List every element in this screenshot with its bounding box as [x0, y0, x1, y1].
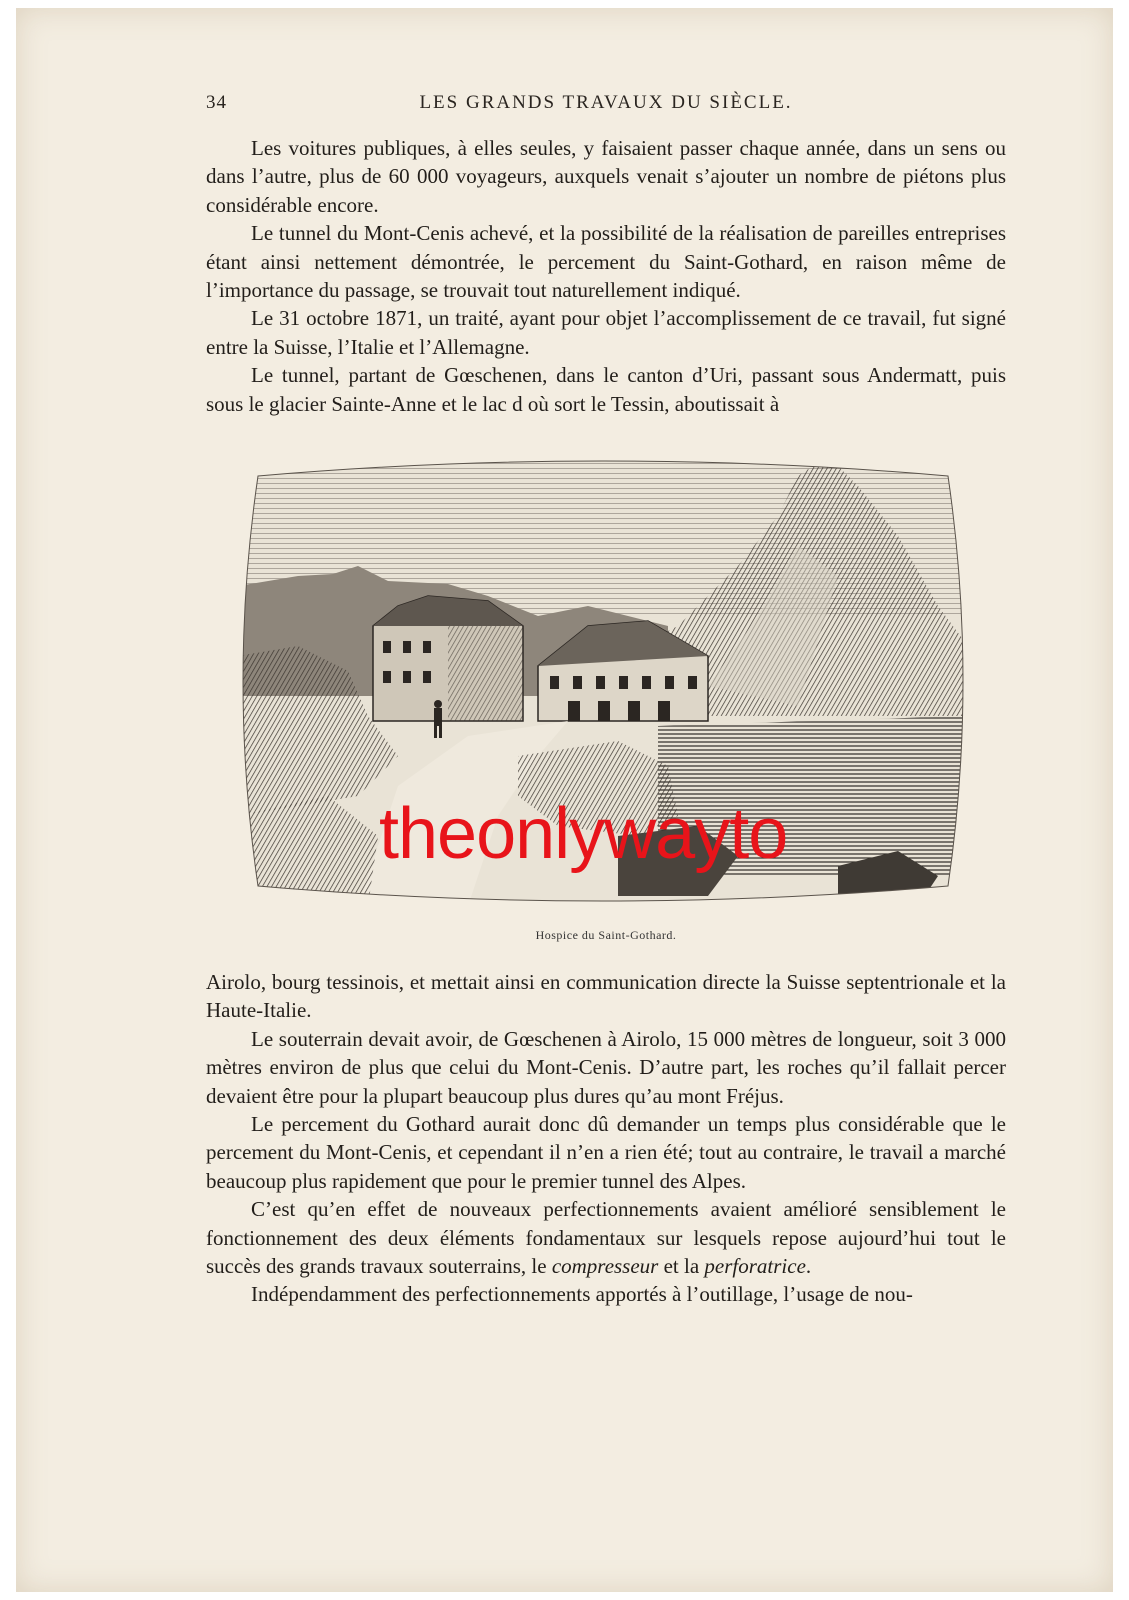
paragraph: Le percement du Gothard aurait donc dû demander un temps plus considérable que le percement du Mont-Cenis, et cependant il n’en a rien été; tout au contraire, le travail a marché beaucoup plus rapidement que pour le premier tunnel des Alpes. [206, 1112, 1006, 1193]
page-header [206, 92, 1006, 122]
paragraph-text: . [805, 1254, 812, 1279]
book-page [16, 8, 1113, 1592]
paragraph-text: et la [658, 1254, 705, 1279]
paragraph: Le tunnel du Mont-Cenis achevé, et la possibilité de la réalisation de pareilles entreprises étant ainsi nettement démontrée, le percement du Saint-Gothard, en raison même de l’importance du passage, se trouvait tout naturellement indiqué. [206, 221, 1006, 303]
page-number: 34 [206, 92, 227, 113]
paragraph: Les voitures publiques, à elles seules, y faisaient passer chaque année, dans un sens ou dans l’autre, plus de 60 000 voyageurs, auxquels venait s’ajouter un nombre de piétons plus considérable encore. [206, 136, 1006, 217]
paragraph: Le souterrain devait avoir, de Gœschenen à Airolo, 15 000 mètres de longueur, soit 3 000 mètres environ de plus que celui du Mont-Cenis. D’autre part, les roches qu’il fallait percer devaient être pour la plupart beaucoup plus dures qu’au mont Fréjus. [206, 1026, 1006, 1108]
paragraph-text: C’est qu’en effet de nouveaux perfectionnements avaient amélioré sensiblement le fonctionnement des deux éléments fondamentaux sur lesquels repose aujourd’hui tout le succès des grands travaux souterrains, le [206, 1197, 1006, 1279]
paragraph: Le 31 octobre 1871, un traité, ayant pour objet l’accomplissement de ce travail, fut signé entre la Suisse, l’Italie et l’Allemagne. [206, 306, 1006, 359]
body-text-bottom [206, 968, 1006, 1309]
figure-caption: Hospice du Saint-Gothard. [535, 928, 677, 942]
term-compresseur: compresseur [551, 1254, 659, 1279]
paragraph: Indépendamment des perfectionnements apportés à l’outillage, l’usage de nou- [251, 1282, 913, 1307]
paragraph: Le tunnel, partant de Gœschenen, dans le canton d’Uri, passant sous Andermatt, puis sous le glacier Sainte-Anne et le lac d où sort le Tessin, aboutissait à [206, 363, 1006, 416]
term-perforatrice: perforatrice [704, 1254, 806, 1279]
body-text-top [206, 134, 1006, 418]
running-title: LES GRANDS TRAVAUX DU SIÈCLE. [419, 92, 793, 113]
paragraph-continuation: Airolo, bourg tessinois, et mettait ainsi en communication directe la Suisse septentrionale et la Haute-Italie. [206, 970, 1006, 1023]
watermark-text: theonlywayto [379, 794, 788, 874]
paragraph [206, 1195, 1006, 1280]
